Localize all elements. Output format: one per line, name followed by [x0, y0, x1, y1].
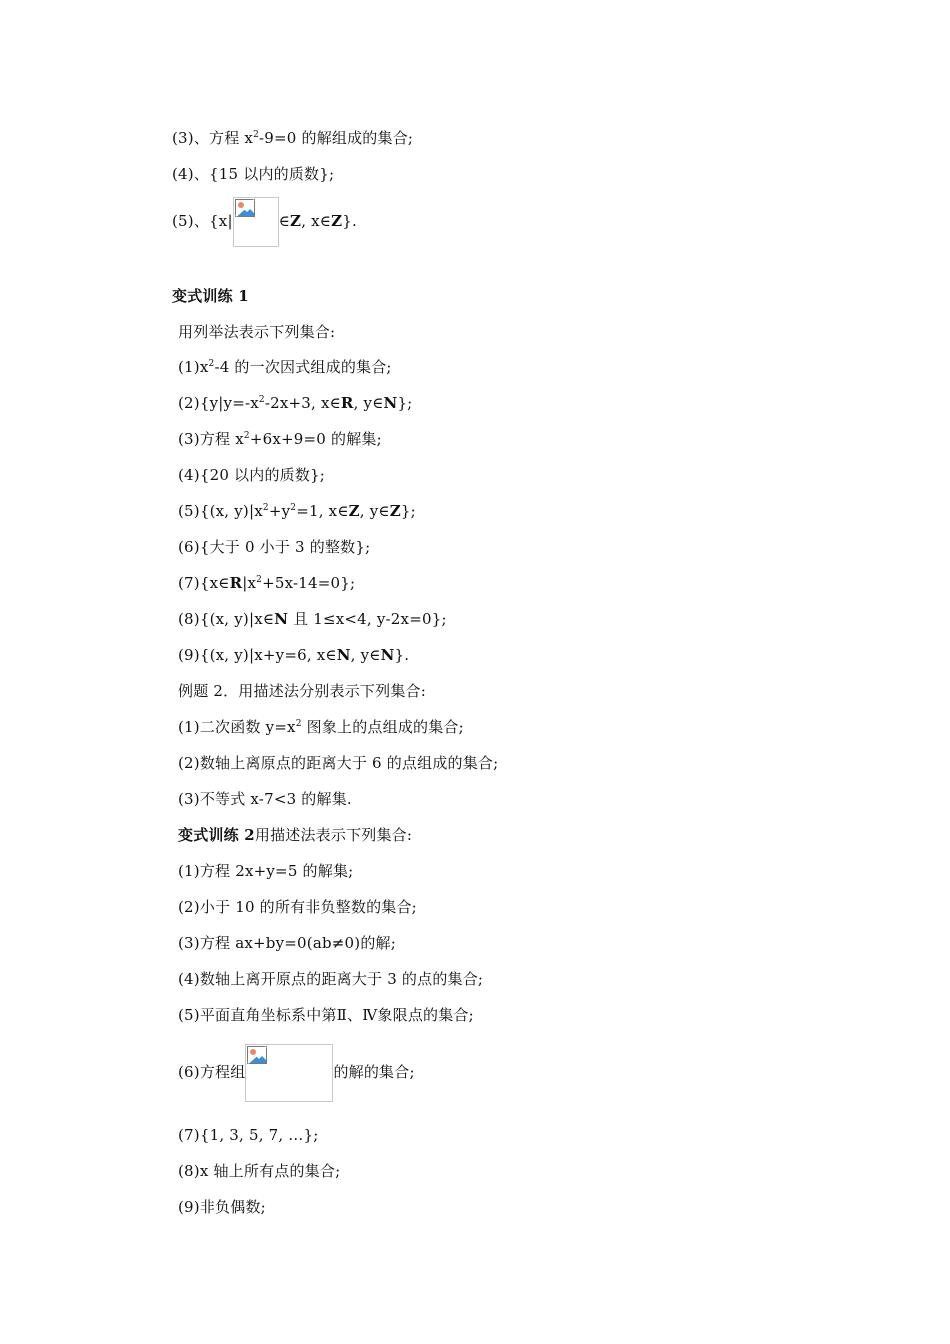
exercise-1-item-3: (3)方程 $x^2+6x+9=0$ 的解集;: [178, 430, 382, 448]
exercise-1-prompt: 用列举法表示下列集合:: [178, 323, 336, 341]
exercise-1-item-5: (5){(x, $y)|x^2+y^2=1$, x∈Z, y∈Z};: [178, 502, 416, 520]
exercise-2-item-6: (6)方程组 的解的集合;: [178, 1043, 415, 1102]
exercise-2-item-9: (9)非负偶数;: [178, 1198, 266, 1216]
example-2-title: 例题 2．用描述法分别表示下列集合:: [178, 682, 426, 700]
exercise-1-item-8: (8){(x, y)|x∈N 且 1≤x<4, y-2x=0};: [178, 610, 447, 628]
exercise-1-item-2: $(2)\{y|y=-x^2-2x+3$, x∈R, y∈N};: [178, 394, 413, 412]
exercise-2-item-4: (4)数轴上离开原点的距离大于 3 的点的集合;: [178, 970, 484, 988]
exercise-2-item-2: (2)小于 10 的所有非负整数的集合;: [178, 898, 417, 916]
example-2-item-3: (3)不等式 x-7<3 的解集.: [178, 790, 352, 808]
broken-image-icon: [245, 1044, 333, 1102]
exercise-1-item-9: (9){(x, y)|x+y=6, x∈N, y∈N}.: [178, 646, 410, 664]
exercise-2-item-1: (1)方程 2x+y=5 的解集;: [178, 862, 354, 880]
exercise-1-item-6: (6){大于 0 小于 3 的整数};: [178, 538, 371, 556]
exercise-1-title: 变式训练 1: [172, 287, 249, 305]
exercise-2-item-5: (5)平面直角坐标系中第Ⅱ、Ⅳ象限点的集合;: [178, 1006, 474, 1024]
exercise-2-item-7: (7){1, 3, 5, 7, …};: [178, 1126, 319, 1144]
broken-image-icon: [233, 197, 279, 247]
exercise-1-item-7: $(7)\{x\in R|x^2+5x-14=0\}$;: [178, 574, 356, 592]
exercise-2-title: 变式训练 2: [178, 826, 255, 844]
exercise-1-item-1: $(1)x^2-4$ 的一次因式组成的集合;: [178, 358, 392, 376]
item-5-line: (5)、{x| ∈Z, x∈Z}.: [172, 196, 357, 247]
exercise-1-item-4: (4){20 以内的质数};: [178, 466, 326, 484]
item-4-line: (4)、{15 以内的质数};: [172, 165, 335, 183]
exercise-2-item-3: (3)方程 ax+by=0(ab≠0)的解;: [178, 934, 396, 952]
example-2-item-1: (1)二次函数 $y=x^2$ 图象上的点组成的集合;: [178, 718, 464, 736]
exercise-2-header: [178, 825, 412, 845]
example-2-item-2: (2)数轴上离原点的距离大于 6 的点组成的集合;: [178, 754, 499, 772]
exercise-2-prompt: 用描述法表示下列集合:: [254, 826, 413, 844]
exercise-2-item-8: (8)x 轴上所有点的集合;: [178, 1162, 341, 1180]
item-3-line: (3)、方程 $x^2-9=0$ 的解组成的集合;: [172, 129, 414, 147]
